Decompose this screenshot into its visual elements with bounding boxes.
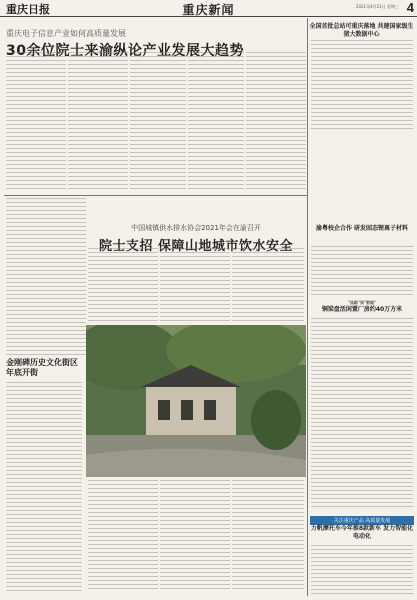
right-story1-headline: 全国首批总站可重庆落地 共建国家级生猪大数据中心	[309, 23, 414, 38]
water-headline: 院士支招 保障山地城市饮水安全	[98, 239, 294, 254]
water-body-col2	[160, 248, 230, 322]
masthead	[0, 0, 417, 17]
right-story2-headline: 渝粤校企合作 研发固态锂离子材料	[315, 225, 409, 232]
newspaper-logo: 重庆日报	[6, 3, 50, 16]
lead-body-col4	[188, 52, 244, 192]
page-number: 4	[406, 0, 414, 15]
water-body-col1	[88, 248, 158, 322]
brief-left-body	[6, 198, 86, 358]
bottom-col3	[232, 480, 304, 592]
street-photo	[86, 325, 306, 477]
right-story1-body	[311, 40, 413, 132]
photo-illustration	[86, 325, 306, 477]
lead-kicker: 重庆电子信息产业如何高质量发展	[6, 29, 126, 38]
bottom-col1	[88, 480, 158, 592]
water-kicker: 中国城镇供水排水协会2021年会在渝召开	[131, 224, 261, 232]
right-story4-headline: 力帆摩托车今年推8款新车 发力智能化电动化	[310, 525, 414, 540]
right-story2-body	[311, 246, 413, 296]
right-story3-kicker: "丝路"到"数路"	[347, 300, 377, 305]
topic-band: 关注重庆产品 高质量发展	[310, 516, 414, 525]
dateline: 2021年4月21日 星期三	[355, 4, 399, 9]
water-body-col3	[232, 248, 304, 322]
right-story3-headline: 铜梁盘活闲置厂房约40万方米	[321, 306, 403, 313]
divider	[4, 195, 307, 196]
right-story3-body	[311, 318, 413, 508]
lead-body-col1	[6, 52, 66, 192]
bottom-col2	[160, 480, 230, 592]
left-feature-headline: 金刚碑历史文化街区年底开街	[6, 358, 78, 377]
lead-headline: 30余位院士来渝纵论产业发展大趋势	[6, 43, 244, 59]
lead-body-col5	[246, 52, 306, 192]
left-feature-body	[6, 382, 82, 592]
section-title: 重庆新闻	[182, 3, 235, 17]
lead-body-col2	[68, 52, 128, 192]
lead-body-col3	[130, 52, 186, 192]
right-story4-body	[311, 545, 413, 595]
